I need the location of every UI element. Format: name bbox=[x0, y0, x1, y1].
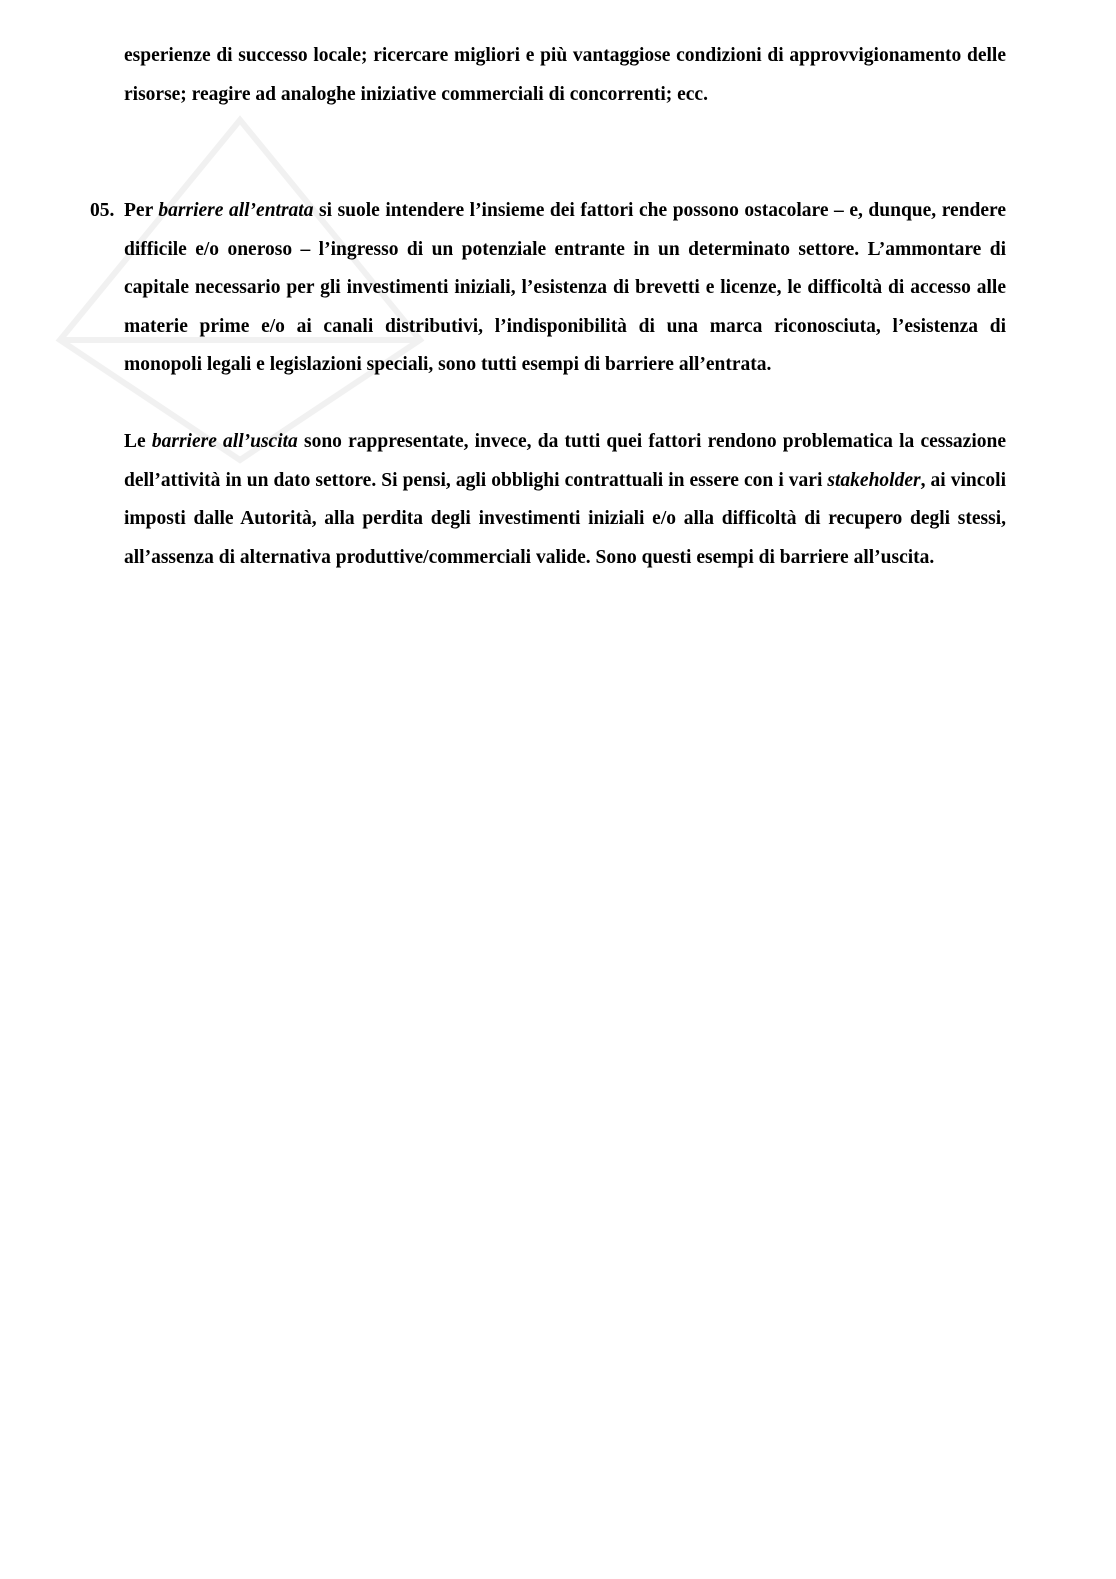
exit-intro: Le bbox=[124, 431, 152, 452]
continuation-text: esperienze di successo locale; ricercare migliori e più vantaggiose condizioni di approvvigionamento delle risorse; reagire ad analoghe iniziative commerciali di concorrenti; ecc. bbox=[124, 45, 1006, 105]
exit-body-2: , ai vincoli imposti dalle Autorità, alla perdita degli investimenti iniziali e/o alla difficoltà di recupero degli stessi, all’assenza di alternativa produttive/commerciali valide. Sono questi esempi di barriere all’uscita. bbox=[124, 469, 1006, 568]
term-barriere-entrata: barriere all’entrata bbox=[158, 200, 314, 221]
continuation-paragraph bbox=[124, 37, 1006, 114]
exit-barriers-paragraph bbox=[124, 423, 1006, 577]
term-barriere-uscita: barriere all’uscita bbox=[151, 431, 298, 452]
item-05-intro: Per bbox=[124, 200, 159, 221]
item-number-05: 05. bbox=[90, 200, 115, 221]
term-stakeholder: stakeholder bbox=[827, 469, 921, 491]
exit-body-1: sono rappresentate, invece, da tutti quei fattori rendono problematica la cessazione dell’attività in un dato settore. Si pensi, agli obblighi contrattuali in essere con i vari bbox=[124, 431, 1007, 491]
item-05-paragraph bbox=[124, 192, 1006, 385]
item-05-body: si suole intendere l’insieme dei fattori che possono ostacolare – e, dunque, rendere difficile e/o oneroso – l’ingresso di un potenziale entrante in un determinato settore. L’ammontare di capitale necessario per gli investimenti iniziali, l’esistenza di brevetti e licenze, le difficoltà di accesso alle materie prime e/o ai canali distributivi, l’indisponibilità di una marca riconosciuta, l’esistenza di monopoli legali e legislazioni speciali, sono tutti esempi di barriere all’entrata. bbox=[124, 200, 1006, 376]
